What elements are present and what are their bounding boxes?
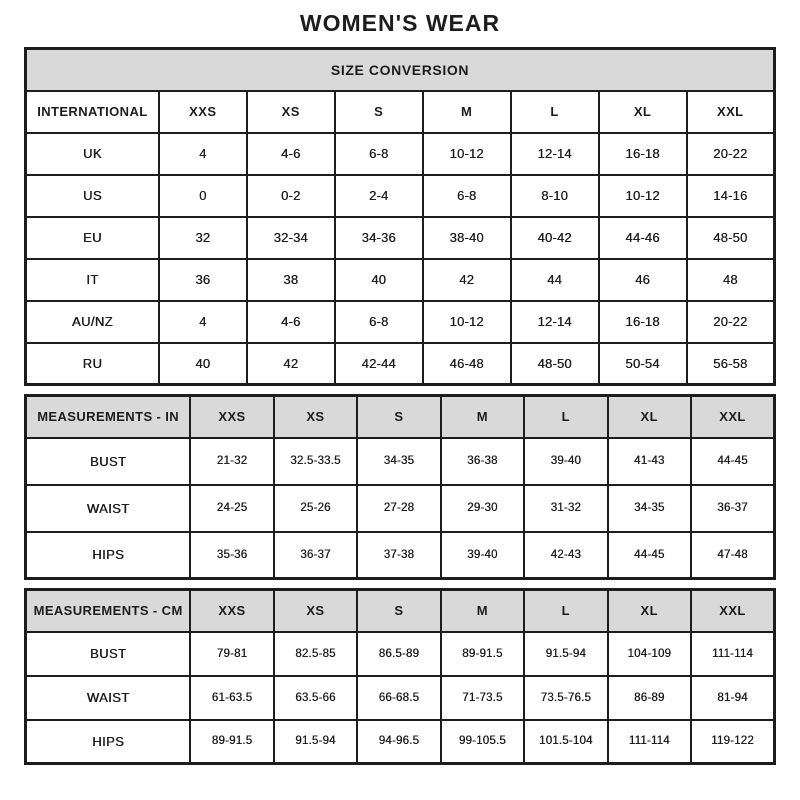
table-row-us: [26, 175, 775, 217]
table-row-aunz: [26, 301, 775, 343]
column-header-row: [26, 590, 775, 632]
table-cell: 47-48: [691, 532, 775, 579]
table-cell: 24-25: [190, 485, 273, 532]
table-cell: 42-44: [335, 343, 423, 385]
column-header-xxl: XXL: [691, 590, 775, 632]
table-cell: 40: [159, 343, 247, 385]
table-cell: 6-8: [423, 175, 511, 217]
table-row-uk: [26, 133, 775, 175]
table-cell: 48-50: [687, 217, 775, 259]
table-cell: 16-18: [599, 133, 687, 175]
row-label-aunz: AU/NZ: [26, 301, 159, 343]
spacer: [24, 386, 776, 394]
table-cell: 10-12: [423, 301, 511, 343]
table-cell: 91.5-94: [524, 632, 607, 676]
measurements-in-table: [24, 394, 776, 580]
table-cell: 34-36: [335, 217, 423, 259]
spacer: [24, 580, 776, 588]
column-header-xxl: XXL: [691, 396, 775, 438]
table-cell: 44-45: [691, 438, 775, 485]
table-cell: 6-8: [335, 133, 423, 175]
table-cell: 4-6: [247, 133, 335, 175]
column-header-xl: XL: [608, 396, 691, 438]
table-row-it: [26, 259, 775, 301]
table-cell: 0-2: [247, 175, 335, 217]
column-header-xs: XS: [274, 396, 357, 438]
column-header-xl: XL: [608, 590, 691, 632]
table-cell: 2-4: [335, 175, 423, 217]
table-cell: 50-54: [599, 343, 687, 385]
measurements-in-title: MEASUREMENTS - IN: [26, 396, 191, 438]
table-row-bust: [26, 632, 775, 676]
table-cell: 35-36: [190, 532, 273, 579]
table-cell: 25-26: [274, 485, 357, 532]
table-cell: 4: [159, 301, 247, 343]
column-header-international: INTERNATIONAL: [26, 91, 159, 133]
table-cell: 101.5-104: [524, 720, 607, 764]
table-cell: 42: [423, 259, 511, 301]
table-cell: 31-32: [524, 485, 607, 532]
column-header-xxs: XXS: [159, 91, 247, 133]
table-cell: 39-40: [441, 532, 524, 579]
table-cell: 91.5-94: [274, 720, 357, 764]
column-header-xxs: XXS: [190, 396, 273, 438]
table-cell: 89-91.5: [190, 720, 273, 764]
column-header-xl: XL: [599, 91, 687, 133]
table-cell: 27-28: [357, 485, 440, 532]
table-cell: 44-45: [608, 532, 691, 579]
column-header-s: S: [335, 91, 423, 133]
table-cell: 44: [511, 259, 599, 301]
column-header-l: L: [511, 91, 599, 133]
table-cell: 6-8: [335, 301, 423, 343]
table-cell: 40-42: [511, 217, 599, 259]
table-cell: 36: [159, 259, 247, 301]
table-cell: 94-96.5: [357, 720, 440, 764]
table-row-bust: [26, 438, 775, 485]
table-cell: 39-40: [524, 438, 607, 485]
table-row-hips: [26, 532, 775, 579]
table-cell: 38: [247, 259, 335, 301]
table-cell: 86.5-89: [357, 632, 440, 676]
table-cell: 42-43: [524, 532, 607, 579]
column-header-xxs: XXS: [190, 590, 273, 632]
table-cell: 4-6: [247, 301, 335, 343]
column-header-m: M: [423, 91, 511, 133]
column-header-xs: XS: [274, 590, 357, 632]
row-label-waist: WAIST: [26, 485, 191, 532]
table-cell: 4: [159, 133, 247, 175]
row-label-hips: HIPS: [26, 532, 191, 579]
table-cell: 86-89: [608, 676, 691, 720]
table-cell: 41-43: [608, 438, 691, 485]
size-conversion-banner: SIZE CONVERSION: [26, 49, 775, 91]
table-cell: 34-35: [357, 438, 440, 485]
table-cell: 61-63.5: [190, 676, 273, 720]
table-cell: 36-37: [691, 485, 775, 532]
table-cell: 104-109: [608, 632, 691, 676]
column-header-s: S: [357, 396, 440, 438]
table-cell: 20-22: [687, 133, 775, 175]
column-header-l: L: [524, 590, 607, 632]
row-label-us: US: [26, 175, 159, 217]
table-cell: 44-46: [599, 217, 687, 259]
table-cell: 10-12: [599, 175, 687, 217]
table-cell: 38-40: [423, 217, 511, 259]
table-cell: 48: [687, 259, 775, 301]
table-row-waist: [26, 485, 775, 532]
table-cell: 14-16: [687, 175, 775, 217]
row-label-uk: UK: [26, 133, 159, 175]
measurements-cm-title: MEASUREMENTS - CM: [26, 590, 191, 632]
table-cell: 21-32: [190, 438, 273, 485]
table-cell: 29-30: [441, 485, 524, 532]
table-cell: 46-48: [423, 343, 511, 385]
measurements-cm-table: [24, 588, 776, 765]
table-cell: 10-12: [423, 133, 511, 175]
table-cell: 0: [159, 175, 247, 217]
table-cell: 111-114: [691, 632, 775, 676]
table-cell: 12-14: [511, 301, 599, 343]
table-cell: 32.5-33.5: [274, 438, 357, 485]
column-header-l: L: [524, 396, 607, 438]
row-label-it: IT: [26, 259, 159, 301]
table-cell: 46: [599, 259, 687, 301]
table-cell: 36-37: [274, 532, 357, 579]
row-label-hips: HIPS: [26, 720, 191, 764]
table-row-ru: [26, 343, 775, 385]
column-header-s: S: [357, 590, 440, 632]
table-cell: 81-94: [691, 676, 775, 720]
table-cell: 20-22: [687, 301, 775, 343]
table-cell: 40: [335, 259, 423, 301]
table-cell: 32-34: [247, 217, 335, 259]
table-cell: 66-68.5: [357, 676, 440, 720]
column-header-xs: XS: [247, 91, 335, 133]
banner-row: [26, 49, 775, 91]
row-label-bust: BUST: [26, 632, 191, 676]
table-cell: 48-50: [511, 343, 599, 385]
table-cell: 16-18: [599, 301, 687, 343]
column-header-m: M: [441, 396, 524, 438]
table-cell: 63.5-66: [274, 676, 357, 720]
table-cell: 36-38: [441, 438, 524, 485]
row-label-ru: RU: [26, 343, 159, 385]
column-header-m: M: [441, 590, 524, 632]
row-label-bust: BUST: [26, 438, 191, 485]
table-cell: 89-91.5: [441, 632, 524, 676]
column-header-xxl: XXL: [687, 91, 775, 133]
table-cell: 99-105.5: [441, 720, 524, 764]
table-cell: 119-122: [691, 720, 775, 764]
size-conversion-table: [24, 47, 776, 386]
table-cell: 82.5-85: [274, 632, 357, 676]
column-header-row: [26, 91, 775, 133]
table-row-hips: [26, 720, 775, 764]
table-cell: 111-114: [608, 720, 691, 764]
table-cell: 71-73.5: [441, 676, 524, 720]
table-cell: 32: [159, 217, 247, 259]
column-header-row: [26, 396, 775, 438]
table-cell: 12-14: [511, 133, 599, 175]
table-cell: 8-10: [511, 175, 599, 217]
table-row-eu: [26, 217, 775, 259]
row-label-waist: WAIST: [26, 676, 191, 720]
table-cell: 37-38: [357, 532, 440, 579]
table-cell: 56-58: [687, 343, 775, 385]
page-title: WOMEN'S WEAR: [299, 10, 501, 36]
table-cell: 79-81: [190, 632, 273, 676]
table-row-waist: [26, 676, 775, 720]
row-label-eu: EU: [26, 217, 159, 259]
table-cell: 34-35: [608, 485, 691, 532]
table-cell: 42: [247, 343, 335, 385]
table-cell: 73.5-76.5: [524, 676, 607, 720]
